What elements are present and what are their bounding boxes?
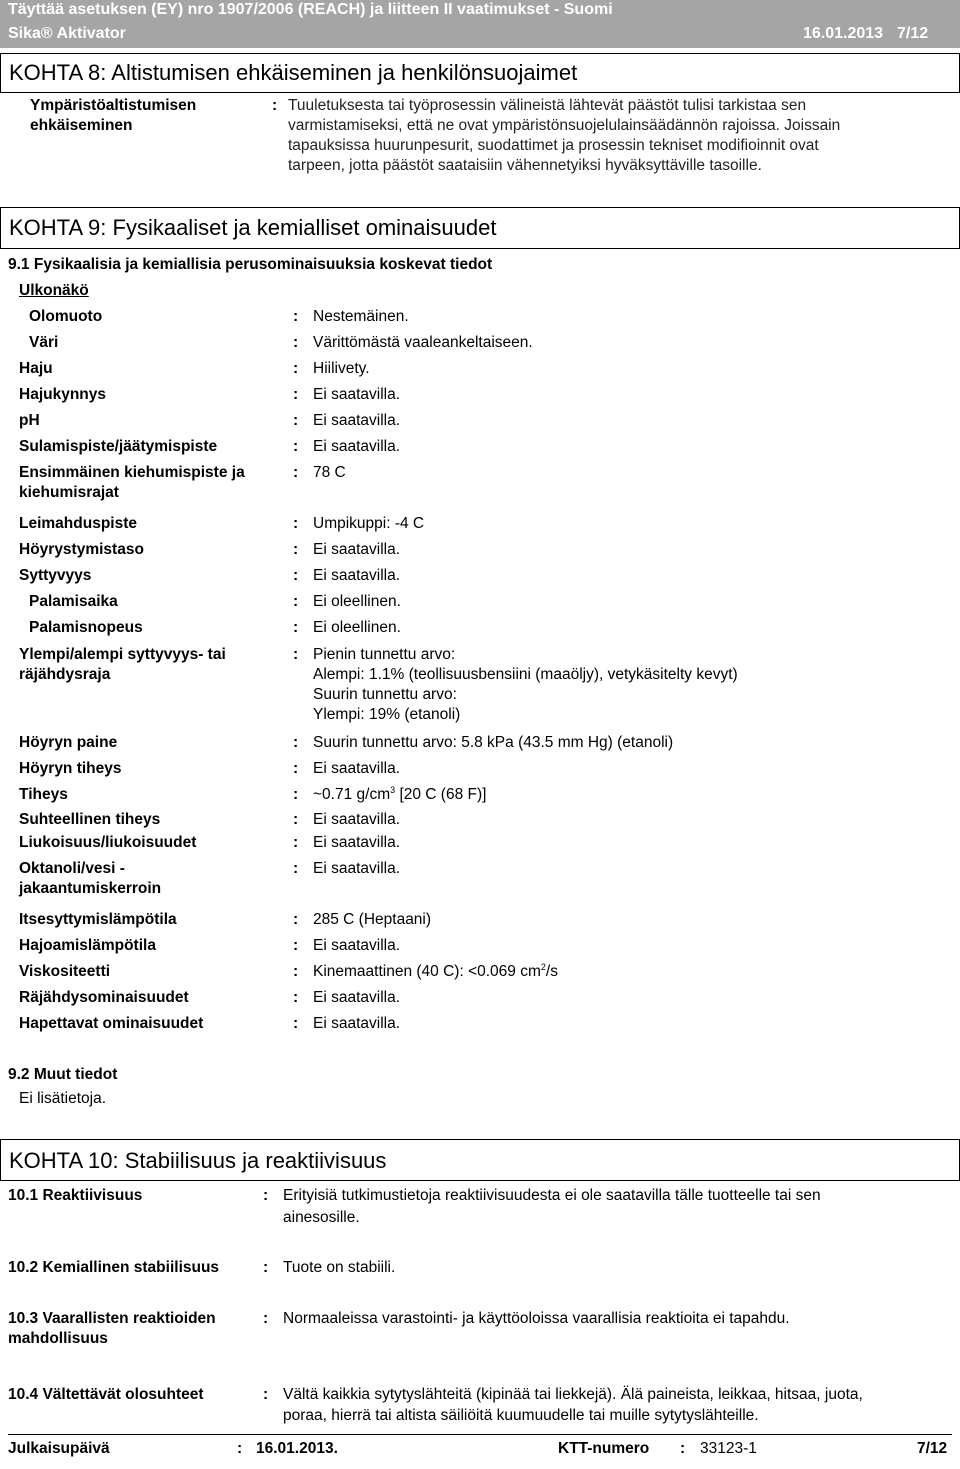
property-label-haju: Haju [19, 360, 53, 377]
colon: : [293, 811, 299, 828]
colon: : [293, 593, 299, 610]
colon: : [293, 760, 299, 777]
section-8-text-line1: Tuuletuksesta tai työprosessin välineistä lähtevät päästöt tulisi tarkistaa sen [288, 97, 807, 114]
property-label-leimahduspiste: Leimahduspiste [19, 515, 137, 532]
section-9-2-heading: 9.2 Muut tiedot [8, 1066, 118, 1083]
property-label-hajukynnys: Hajukynnys [19, 386, 107, 403]
section-8-label-line1: Ympäristöaltistumisen [30, 97, 197, 114]
property-value-hajoamis: Ei saatavilla. [313, 937, 401, 954]
property-label-kiehumispiste-line2: kiehumisrajat [19, 484, 119, 501]
item-label-reaktiivisuus: 10.1 Reaktiivisuus [8, 1187, 143, 1204]
colon: : [293, 860, 299, 877]
colon: : [680, 1440, 686, 1457]
property-value-rajat-line3: Suurin tunnettu arvo: [313, 686, 457, 703]
colon: : [293, 619, 299, 636]
property-value-palamisaika: Ei oleellinen. [313, 593, 401, 610]
item-value-valtettavat-line1: Vältä kaikkia sytytyslähteitä (kipinää tai liekkejä). Älä paineista, leikkaa, hitsaa, juota, [283, 1386, 863, 1403]
property-value-suhteellinen-tiheys: Ei saatavilla. [313, 811, 401, 828]
property-value-liukoisuus: Ei saatavilla. [313, 834, 401, 851]
property-value-rajat-line2: Alempi: 1.1% (teollisuusbensiini (maaöljy), vetykäsitelty kevyt) [313, 666, 738, 683]
tiheys-value-main: ~0.71 g/cm [313, 786, 391, 803]
property-label-syttyvyys: Syttyvyys [19, 567, 92, 584]
colon: : [293, 541, 299, 558]
property-label-olomuoto: Olomuoto [29, 308, 103, 325]
property-value-hapettavat: Ei saatavilla. [313, 1015, 401, 1032]
header-page-number: 7/12 [897, 25, 929, 42]
viskositeetti-value-tail: /s [545, 963, 558, 980]
colon: : [293, 911, 299, 928]
colon: : [293, 438, 299, 455]
property-value-oktanoli: Ei saatavilla. [313, 860, 401, 877]
property-label-hajoamis: Hajoamislämpötila [19, 937, 156, 954]
property-label-viskositeetti: Viskositeetti [19, 963, 111, 980]
property-value-vari: Värittömästä vaaleankeltaiseen. [313, 334, 533, 351]
colon: : [293, 567, 299, 584]
property-value-olomuoto: Nestemäinen. [313, 308, 409, 325]
tiheys-value-tail: [20 C (68 F)] [395, 786, 487, 803]
property-label-palamisnopeus: Palamisnopeus [29, 619, 143, 636]
property-value-palamisnopeus: Ei oleellinen. [313, 619, 401, 636]
viskositeetti-value-main: Kinemaattinen (40 C): <0.069 cm [313, 963, 541, 980]
section-8-text-line3: tapauksissa huurunpesurit, suodattimet ja prosessin tekniset modifioinnit ovat [288, 137, 819, 154]
colon: : [293, 646, 299, 663]
section-10-title-box [0, 1139, 960, 1181]
colon: : [293, 386, 299, 403]
section-8-text-line2: varmistamiseksi, että ne ovat ympäristönsuojelulainsäädännön rajoissa. Joissain [288, 117, 841, 134]
colon: : [293, 334, 299, 351]
product-name: Sika® Aktivator [8, 25, 126, 42]
colon: : [293, 1015, 299, 1032]
property-label-suhteellinen-tiheys: Suhteellinen tiheys [19, 811, 161, 828]
header-date: 16.01.2013 [803, 25, 884, 42]
property-value-kiehumispiste: 78 C [313, 464, 346, 481]
section-8-title-box [0, 53, 960, 93]
section-9-title-box [0, 207, 960, 249]
section-9-1-subtitle: 9.1 Fysikaalisia ja kemiallisia perusominaisuuksia koskevat tiedot [8, 256, 493, 273]
property-label-hoyrystymistaso: Höyrystymistaso [19, 541, 144, 558]
property-value-hoyryn-paine: Suurin tunnettu arvo: 5.8 kPa (43.5 mm Hg) (etanoli) [313, 734, 674, 751]
colon: : [293, 834, 299, 851]
property-value-rajat-line1: Pienin tunnettu arvo: [313, 646, 456, 663]
colon: : [293, 464, 299, 481]
appearance-heading: Ulkonäkö [19, 282, 89, 299]
tiheys-superscript: 3 [390, 784, 396, 795]
property-value-tiheys [313, 786, 486, 804]
property-label-kiehumispiste-line1: Ensimmäinen kiehumispiste ja [19, 464, 245, 481]
colon: : [263, 1187, 269, 1204]
footer-pub-date: 16.01.2013. [256, 1440, 338, 1457]
footer-divider [8, 1434, 952, 1435]
item-label-stabiilisuus: 10.2 Kemiallinen stabiilisuus [8, 1259, 220, 1276]
property-label-hoyryn-paine: Höyryn paine [19, 734, 118, 751]
item-value-vaaralliset: Normaaleissa varastointi- ja käyttöoloissa vaarallisia reaktioita ei tapahdu. [283, 1310, 790, 1327]
section-8-title: KOHTA 8: Altistumisen ehkäiseminen ja henkilönsuojaimet [9, 60, 578, 85]
property-value-hajukynnys: Ei saatavilla. [313, 386, 401, 403]
colon: : [237, 1440, 243, 1457]
property-label-vari: Väri [29, 334, 59, 351]
item-value-stabiilisuus: Tuote on stabiili. [283, 1259, 396, 1276]
property-value-rajahdys: Ei saatavilla. [313, 989, 401, 1006]
footer-ktt-value: 33123-1 [700, 1440, 757, 1457]
property-label-ph: pH [19, 412, 40, 429]
colon: : [293, 412, 299, 429]
property-label-hoyryn-tiheys: Höyryn tiheys [19, 760, 122, 777]
property-label-itsesyttymis: Itsesyttymislämpötila [19, 911, 177, 928]
colon: : [263, 1386, 269, 1403]
property-value-syttyvyys: Ei saatavilla. [313, 567, 401, 584]
property-label-oktanoli-line1: Oktanoli/vesi - [19, 860, 125, 877]
item-label-valtettavat: 10.4 Vältettävät olosuhteet [8, 1386, 204, 1403]
colon: : [263, 1259, 269, 1276]
property-value-viskositeetti [313, 963, 558, 981]
section-10-title: KOHTA 10: Stabiilisuus ja reaktiivisuus [9, 1148, 387, 1173]
property-value-leimahduspiste: Umpikuppi: -4 C [313, 515, 425, 532]
section-8-label-line2: ehkäiseminen [30, 117, 133, 134]
property-label-liukoisuus: Liukoisuus/liukoisuudet [19, 834, 197, 851]
colon: : [293, 786, 299, 803]
section-9-2-text: Ei lisätietoja. [19, 1090, 107, 1107]
colon: : [293, 963, 299, 980]
property-value-hoyryn-tiheys: Ei saatavilla. [313, 760, 401, 777]
property-label-rajat-line2: räjähdysraja [19, 666, 111, 683]
property-label-rajat-line1: Ylempi/alempi syttyvyys- tai [19, 646, 226, 663]
property-label-tiheys: Tiheys [19, 786, 68, 803]
colon: : [293, 308, 299, 325]
colon: : [293, 515, 299, 532]
property-label-hapettavat: Hapettavat ominaisuudet [19, 1015, 204, 1032]
property-value-sulamispiste: Ei saatavilla. [313, 438, 401, 455]
item-value-valtettavat-line2: poraa, hierrä tai altista säiliöitä kuumuudelle tai muille sytytyslähteille. [283, 1407, 759, 1424]
section-8-text-line4: tarpeen, jotta päästöt saataisiin vähennetyiksi hyväksyttäville tasoille. [288, 157, 762, 174]
colon: : [293, 734, 299, 751]
property-value-rajat-line4: Ylempi: 19% (etanoli) [313, 706, 461, 723]
colon: : [272, 97, 278, 114]
item-label-vaaralliset-line2: mahdollisuus [8, 1330, 108, 1347]
property-label-oktanoli-line2: jakaantumiskerroin [19, 880, 162, 897]
item-label-vaaralliset-line1: 10.3 Vaarallisten reaktioiden [8, 1310, 216, 1327]
property-label-sulamispiste: Sulamispiste/jäätymispiste [19, 438, 218, 455]
property-label-rajahdys: Räjähdysominaisuudet [19, 989, 189, 1006]
document-header-title: Täyttää asetuksen (EY) nro 1907/2006 (REACH) ja liitteen II vaatimukset - Suomi [8, 1, 613, 18]
footer-pub-label: Julkaisupäivä [8, 1440, 110, 1457]
viskositeetti-superscript: 2 [540, 961, 546, 972]
footer-ktt-label: KTT-numero [558, 1440, 650, 1457]
property-label-palamisaika: Palamisaika [29, 593, 118, 610]
colon: : [293, 937, 299, 954]
property-value-haju: Hiilivety. [313, 360, 370, 377]
colon: : [293, 989, 299, 1006]
item-value-reaktiivisuus-line1: Erityisiä tutkimustietoja reaktiivisuudesta ei ole saatavilla tälle tuotteelle tai sen [283, 1187, 821, 1204]
colon: : [263, 1310, 269, 1327]
section-9-title: KOHTA 9: Fysikaaliset ja kemialliset ominaisuudet [9, 215, 497, 240]
property-value-itsesyttymis: 285 C (Heptaani) [313, 911, 432, 928]
property-value-ph: Ei saatavilla. [313, 412, 401, 429]
footer-page-number: 7/12 [917, 1440, 948, 1457]
item-value-reaktiivisuus-line2: ainesosille. [283, 1209, 360, 1226]
colon: : [293, 360, 299, 377]
property-value-hoyrystymistaso: Ei saatavilla. [313, 541, 401, 558]
